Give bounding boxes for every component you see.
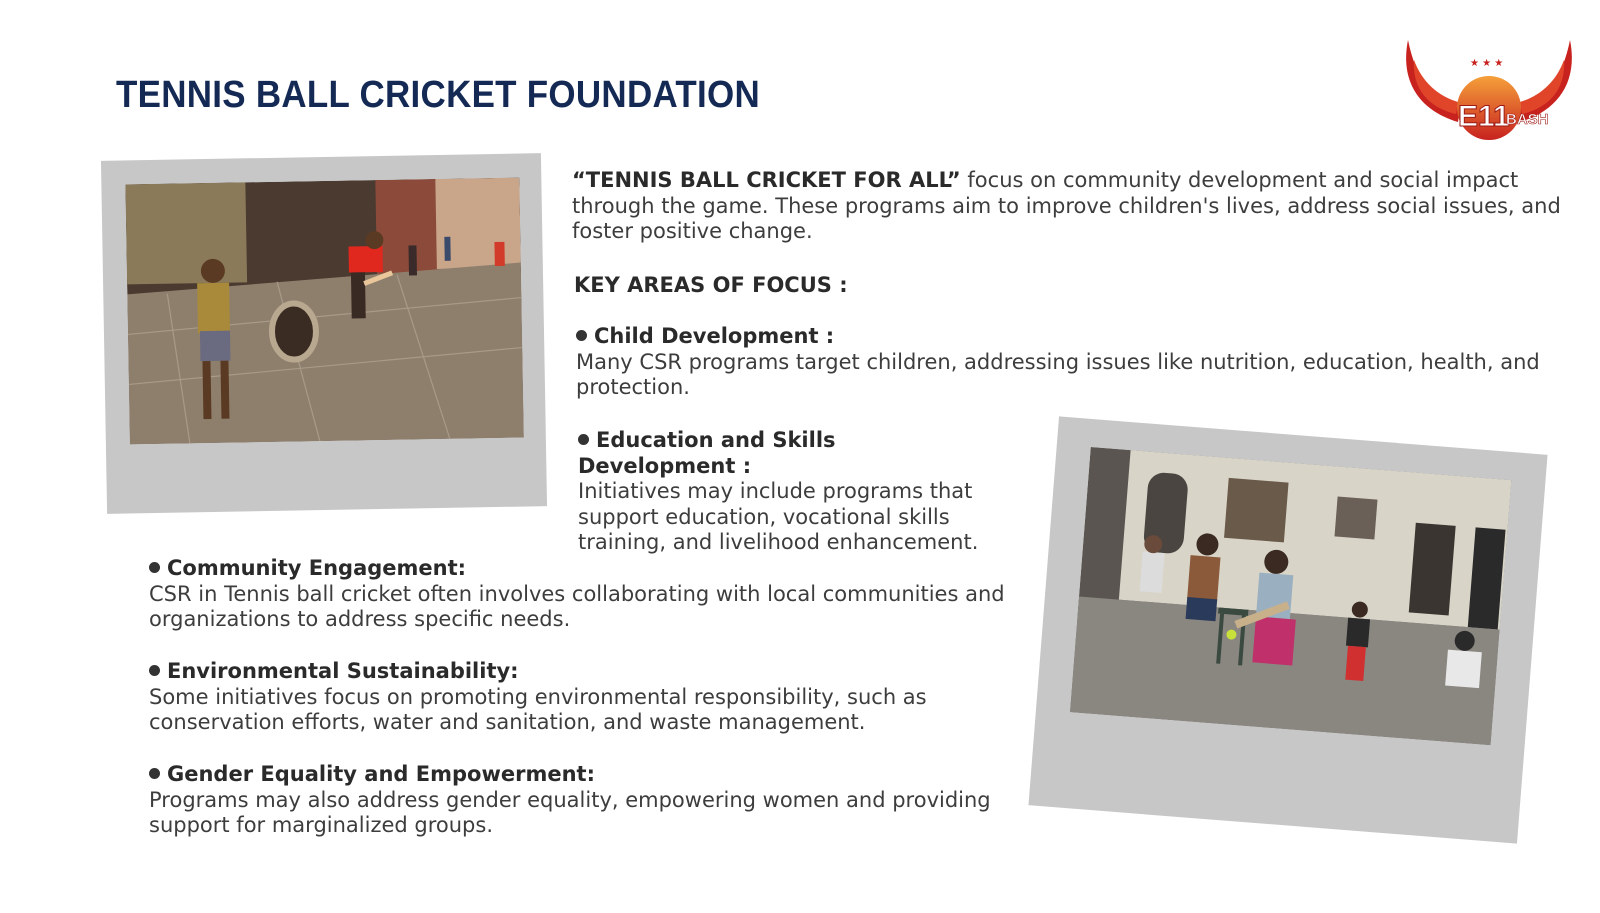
street-cricket-photo (125, 178, 523, 445)
svg-text:E11: E11 (1458, 100, 1510, 133)
area-body: Many CSR programs target children, addressing issues like nutrition, education, health, and protection. (576, 349, 1540, 400)
area-body: CSR in Tennis ball cricket often involves collaborating with local communities and organizations to address specific needs. (149, 581, 1005, 632)
bullet-icon (576, 330, 587, 341)
area-education-skills (578, 428, 998, 556)
area-body: Programs may also address gender equality, empowering women and providing support for marginalized groups. (149, 787, 991, 838)
intro-text: focus on community development and social impact through the game. These programs aim to improve children's lives, address social issues, and foster positive change. (572, 168, 1561, 244)
svg-text:★ ★ ★: ★ ★ ★ (1470, 58, 1504, 69)
area-body: Initiatives may include programs that support education, vocational skills training, and livelihood enhancement. (578, 479, 979, 555)
area-title: Gender Equality and Empowerment: (167, 762, 595, 786)
bullet-icon (149, 665, 160, 676)
intro-quote: “TENNIS BALL CRICKET FOR ALL” (572, 168, 961, 192)
svg-text:BASH: BASH (1506, 111, 1549, 128)
bullet-icon (578, 434, 589, 445)
intro-paragraph (572, 168, 1572, 245)
area-community-engagement (149, 556, 1009, 633)
photo-frame-street-cricket (101, 153, 547, 514)
e11-bash-logo (1400, 30, 1580, 150)
area-title: Education and Skills Development : (578, 428, 836, 478)
area-body: Some initiatives focus on promoting environmental responsibility, such as conservation efforts, water and sanitation, and waste management. (149, 684, 927, 735)
girl-batting-photo (1070, 447, 1512, 745)
area-title: Community Engagement: (167, 556, 467, 580)
area-title: Environmental Sustainability: (167, 659, 519, 683)
page-title: TENNIS BALL CRICKET FOUNDATION (116, 74, 761, 116)
area-gender-equality (149, 762, 1009, 839)
key-areas-heading: KEY AREAS OF FOCUS : (574, 273, 848, 297)
bullet-icon (149, 768, 160, 779)
area-title: Child Development : (594, 324, 835, 348)
area-environmental-sustainability (149, 659, 1009, 736)
bullet-icon (149, 562, 160, 573)
photo-frame-girl-batting (1028, 416, 1547, 843)
area-child-development (576, 324, 1576, 401)
